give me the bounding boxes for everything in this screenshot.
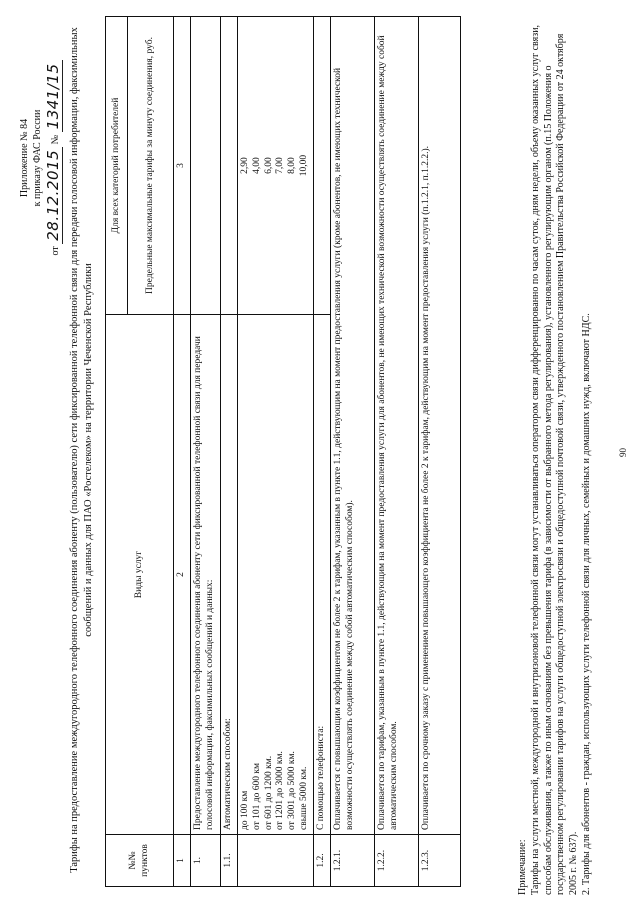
empty-cell [220,17,237,315]
distance-block-row [237,17,313,887]
col-number-1: 1 [174,835,191,887]
price-value: 4,00 [251,157,262,174]
table-row [330,17,374,887]
date-prefix: от [50,246,61,256]
row-text: Оплачивается с повышающим коэффициентом не более 2 к тарифам, указанным в пункте 1.1, действующим на момент предоставления услуги (кроме абонентов, не имеющих технической возможности осуществлять соединение между собой автоматическим способом). [330,17,374,835]
note-2: 2. Тарифы для абонентов - граждан, использующих услуги телефонной связи для личных, семейных и домашних нужд, включают НДС. [580,313,592,895]
table-row [374,17,418,887]
column-numbers-row [174,17,191,887]
row-text: С помощью телефониста: [314,315,331,835]
header-row [106,17,128,887]
appendix-order: к приказу ФАС России [32,109,43,207]
row-text: Предоставление междугородного телефонного соединения абоненту сети фиксированной телефонной связи для передачи голосовой информации, факсимильных сообщений и данных: [190,315,220,835]
row-text: Автоматическим способом: [220,315,237,835]
header-service: Виды услуг [106,315,174,835]
row-num: 1.2.2. [374,835,418,887]
row-num: 1. [190,835,220,887]
empty-cell [237,835,313,887]
price-value: 6,00 [263,157,274,174]
row-text: Оплачивается по срочному заказу с применением повышающего коэффициента не более 2 к тарифам, действующим на момент предоставления услуги (п.1.2.1, п.1.2.2.). [418,17,460,835]
distance-item: от 601 до 1200 км. [263,755,274,830]
distance-item: от 1201 до 3000 км. [275,751,286,830]
col-number-3: 3 [174,17,191,315]
price-value: 7,00 [275,157,286,174]
row-text: Оплачивается по тарифам, указанным в пункте 1.1, действующим на момент предоставления услуги для абонентов, не имеющих технической возможности осуществлять соединение между собой автоматическим способом. [374,17,418,835]
table-row [418,17,460,887]
document-title: Тарифы на предоставление междугородного телефонного соединения абоненту (пользователю) сети фиксированной телефонной связи для передачи голосовой информации, факсимильных сообщений и данных для ПАО «Ростелеком» на территории Чеченской Республики [69,27,94,873]
notes-heading: Примечание: [517,839,528,895]
price-value: 8,00 [287,157,298,174]
handwritten-number: 1341/15 [44,61,63,133]
table-row [314,17,331,887]
row-num: 1.1. [220,835,237,887]
appendix-date-line [44,13,64,303]
price-value: 2,90 [239,157,250,174]
empty-cell [190,17,220,315]
row-num: 1.2.3. [418,835,460,887]
table-row [190,17,220,887]
distance-item: свыше 5000 км. [299,766,310,830]
col-number-2: 2 [174,315,191,835]
handwritten-date: 28.12.2015 [44,147,63,244]
page-number: 90 [618,448,628,457]
empty-cell [314,17,331,315]
row-num: 1.2. [314,835,331,887]
notes-section [517,15,594,895]
appendix-number: Приложение № 84 [19,118,30,198]
tariff-table [105,16,461,887]
appendix-header [18,13,64,303]
price-list [237,17,313,315]
distance-item: до 100 км [239,790,250,830]
distance-item: от 3001 до 5000 км. [287,751,298,830]
table-row [220,17,237,887]
header-max-tariff: Предельные максимальные тарифы за минуту соединения, руб. [128,17,174,315]
number-prefix: № [50,134,61,145]
distance-item: от 101 до 600 км [251,763,262,830]
header-all-categories: Для всех категорий потребителей [106,17,128,315]
header-num: №№ пунктов [106,835,174,887]
price-value: 10,00 [299,154,310,177]
distance-list [237,315,313,835]
row-num: 1.2.1. [330,835,374,887]
note-1: Тарифы на услуги местной, междугородной и внутризоновой телефонной связи могут устанавливаться оператором связи дифференцированно по часам суток, дням недели, объему оказанных услуг связи, способам обслуживания, а также по иным основаниям без превышения тарифа (в зависимости от выбранного метода регулирования), установленного регулирующим органом (п.15 Положения о государственном регулировании тарифов на услуги общедоступной электросвязи и общедоступной почтовой связи, утвержденного постановлением Правительства Российской Федерации от 24 октября 2005 г. № 637). [529,24,580,895]
